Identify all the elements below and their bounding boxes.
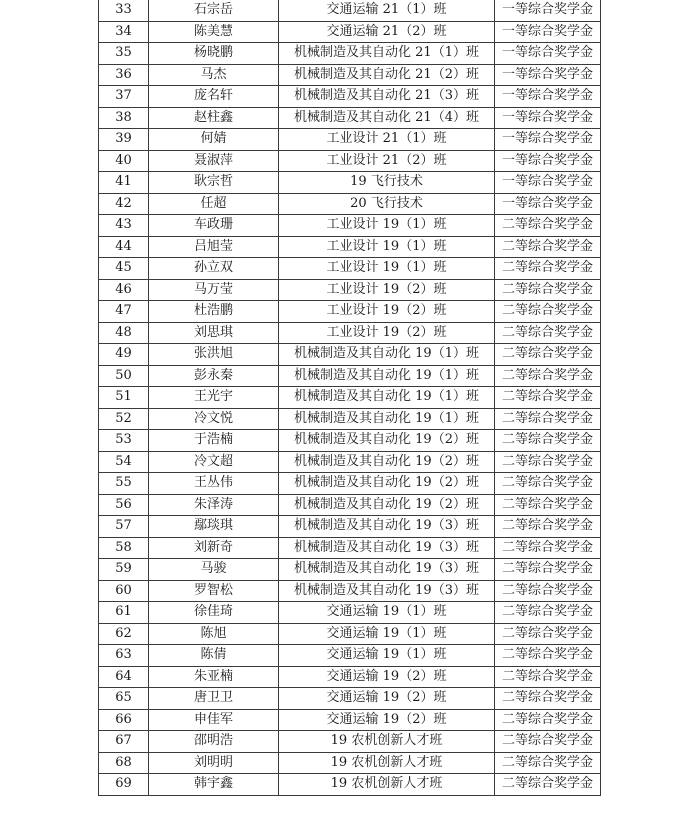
student-name-cell: 徐佳琦 bbox=[149, 602, 279, 624]
class-name-cell: 机械制造及其自动化 19（1）班 bbox=[279, 365, 495, 387]
award-type-cell: 二等综合奖学金 bbox=[495, 451, 601, 473]
student-name-cell: 马万莹 bbox=[149, 279, 279, 301]
table-row bbox=[99, 344, 601, 366]
award-type-cell: 二等综合奖学金 bbox=[495, 387, 601, 409]
award-type-cell: 二等综合奖学金 bbox=[495, 709, 601, 731]
award-type-cell: 二等综合奖学金 bbox=[495, 645, 601, 667]
award-type-cell: 一等综合奖学金 bbox=[495, 172, 601, 194]
class-name-cell: 交通运输 19（1）班 bbox=[279, 623, 495, 645]
student-name-cell: 鄢琰琪 bbox=[149, 516, 279, 538]
table-row bbox=[99, 666, 601, 688]
student-name-cell: 杨晓鹏 bbox=[149, 43, 279, 65]
table-row bbox=[99, 537, 601, 559]
award-type-cell: 一等综合奖学金 bbox=[495, 150, 601, 172]
row-number-cell: 33 bbox=[99, 0, 149, 21]
student-name-cell: 何婧 bbox=[149, 129, 279, 151]
class-name-cell: 机械制造及其自动化 19（2）班 bbox=[279, 473, 495, 495]
student-name-cell: 刘明明 bbox=[149, 752, 279, 774]
class-name-cell: 机械制造及其自动化 19（1）班 bbox=[279, 344, 495, 366]
student-name-cell: 陈旭 bbox=[149, 623, 279, 645]
table-row bbox=[99, 430, 601, 452]
student-name-cell: 赵柱鑫 bbox=[149, 107, 279, 129]
student-name-cell: 邵明浩 bbox=[149, 731, 279, 753]
award-type-cell: 二等综合奖学金 bbox=[495, 322, 601, 344]
student-name-cell: 陈美慧 bbox=[149, 21, 279, 43]
award-type-cell: 二等综合奖学金 bbox=[495, 365, 601, 387]
row-number-cell: 66 bbox=[99, 709, 149, 731]
table-row bbox=[99, 215, 601, 237]
row-number-cell: 43 bbox=[99, 215, 149, 237]
award-type-cell: 二等综合奖学金 bbox=[495, 430, 601, 452]
table-row bbox=[99, 645, 601, 667]
class-name-cell: 机械制造及其自动化 19（2）班 bbox=[279, 451, 495, 473]
class-name-cell: 机械制造及其自动化 19（3）班 bbox=[279, 516, 495, 538]
award-type-cell: 二等综合奖学金 bbox=[495, 301, 601, 323]
table-row bbox=[99, 236, 601, 258]
row-number-cell: 38 bbox=[99, 107, 149, 129]
award-type-cell: 二等综合奖学金 bbox=[495, 688, 601, 710]
student-name-cell: 朱亚楠 bbox=[149, 666, 279, 688]
student-name-cell: 冷文超 bbox=[149, 451, 279, 473]
row-number-cell: 52 bbox=[99, 408, 149, 430]
award-type-cell: 一等综合奖学金 bbox=[495, 0, 601, 21]
student-name-cell: 吕旭莹 bbox=[149, 236, 279, 258]
class-name-cell: 机械制造及其自动化 19（1）班 bbox=[279, 408, 495, 430]
award-type-cell: 二等综合奖学金 bbox=[495, 258, 601, 280]
row-number-cell: 63 bbox=[99, 645, 149, 667]
table-row bbox=[99, 64, 601, 86]
student-name-cell: 申佳军 bbox=[149, 709, 279, 731]
class-name-cell: 机械制造及其自动化 19（3）班 bbox=[279, 537, 495, 559]
row-number-cell: 45 bbox=[99, 258, 149, 280]
table-row bbox=[99, 494, 601, 516]
table-row bbox=[99, 365, 601, 387]
row-number-cell: 40 bbox=[99, 150, 149, 172]
student-name-cell: 刘新奇 bbox=[149, 537, 279, 559]
row-number-cell: 60 bbox=[99, 580, 149, 602]
row-number-cell: 48 bbox=[99, 322, 149, 344]
table-row bbox=[99, 688, 601, 710]
student-name-cell: 王光宇 bbox=[149, 387, 279, 409]
table-row bbox=[99, 279, 601, 301]
award-roster-table bbox=[98, 0, 601, 796]
award-type-cell: 一等综合奖学金 bbox=[495, 129, 601, 151]
table-row bbox=[99, 21, 601, 43]
row-number-cell: 62 bbox=[99, 623, 149, 645]
class-name-cell: 机械制造及其自动化 21（1）班 bbox=[279, 43, 495, 65]
student-name-cell: 刘思琪 bbox=[149, 322, 279, 344]
student-name-cell: 马骏 bbox=[149, 559, 279, 581]
class-name-cell: 交通运输 21（2）班 bbox=[279, 21, 495, 43]
award-type-cell: 二等综合奖学金 bbox=[495, 774, 601, 796]
student-name-cell: 杜浩鹏 bbox=[149, 301, 279, 323]
award-type-cell: 一等综合奖学金 bbox=[495, 43, 601, 65]
table-row bbox=[99, 129, 601, 151]
class-name-cell: 19 飞行技术 bbox=[279, 172, 495, 194]
class-name-cell: 机械制造及其自动化 19（3）班 bbox=[279, 559, 495, 581]
award-type-cell: 二等综合奖学金 bbox=[495, 559, 601, 581]
row-number-cell: 34 bbox=[99, 21, 149, 43]
table-row bbox=[99, 580, 601, 602]
student-name-cell: 韩宇鑫 bbox=[149, 774, 279, 796]
row-number-cell: 55 bbox=[99, 473, 149, 495]
student-name-cell: 王丛伟 bbox=[149, 473, 279, 495]
class-name-cell: 交通运输 19（1）班 bbox=[279, 645, 495, 667]
row-number-cell: 35 bbox=[99, 43, 149, 65]
award-type-cell: 二等综合奖学金 bbox=[495, 580, 601, 602]
table-row bbox=[99, 408, 601, 430]
row-number-cell: 59 bbox=[99, 559, 149, 581]
student-name-cell: 车政珊 bbox=[149, 215, 279, 237]
table-row bbox=[99, 193, 601, 215]
award-type-cell: 二等综合奖学金 bbox=[495, 623, 601, 645]
row-number-cell: 58 bbox=[99, 537, 149, 559]
row-number-cell: 56 bbox=[99, 494, 149, 516]
table-row bbox=[99, 623, 601, 645]
class-name-cell: 机械制造及其自动化 19（2）班 bbox=[279, 430, 495, 452]
award-roster-body bbox=[99, 0, 601, 795]
row-number-cell: 51 bbox=[99, 387, 149, 409]
award-type-cell: 二等综合奖学金 bbox=[495, 236, 601, 258]
student-name-cell: 冷文悦 bbox=[149, 408, 279, 430]
student-name-cell: 任超 bbox=[149, 193, 279, 215]
student-name-cell: 石宗岳 bbox=[149, 0, 279, 21]
award-type-cell: 二等综合奖学金 bbox=[495, 752, 601, 774]
award-type-cell: 一等综合奖学金 bbox=[495, 193, 601, 215]
class-name-cell: 机械制造及其自动化 19（1）班 bbox=[279, 387, 495, 409]
student-name-cell: 朱泽涛 bbox=[149, 494, 279, 516]
row-number-cell: 67 bbox=[99, 731, 149, 753]
student-name-cell: 耿宗哲 bbox=[149, 172, 279, 194]
student-name-cell: 马杰 bbox=[149, 64, 279, 86]
table-row bbox=[99, 709, 601, 731]
table-row bbox=[99, 43, 601, 65]
student-name-cell: 罗智松 bbox=[149, 580, 279, 602]
row-number-cell: 50 bbox=[99, 365, 149, 387]
row-number-cell: 39 bbox=[99, 129, 149, 151]
class-name-cell: 工业设计 21（1）班 bbox=[279, 129, 495, 151]
table-row bbox=[99, 172, 601, 194]
award-type-cell: 二等综合奖学金 bbox=[495, 537, 601, 559]
award-type-cell: 一等综合奖学金 bbox=[495, 21, 601, 43]
row-number-cell: 47 bbox=[99, 301, 149, 323]
class-name-cell: 交通运输 19（2）班 bbox=[279, 688, 495, 710]
class-name-cell: 机械制造及其自动化 19（3）班 bbox=[279, 580, 495, 602]
row-number-cell: 54 bbox=[99, 451, 149, 473]
class-name-cell: 机械制造及其自动化 21（3）班 bbox=[279, 86, 495, 108]
table-row bbox=[99, 473, 601, 495]
row-number-cell: 68 bbox=[99, 752, 149, 774]
row-number-cell: 41 bbox=[99, 172, 149, 194]
award-type-cell: 一等综合奖学金 bbox=[495, 86, 601, 108]
award-type-cell: 二等综合奖学金 bbox=[495, 473, 601, 495]
row-number-cell: 65 bbox=[99, 688, 149, 710]
class-name-cell: 工业设计 21（2）班 bbox=[279, 150, 495, 172]
class-name-cell: 机械制造及其自动化 21（2）班 bbox=[279, 64, 495, 86]
class-name-cell: 机械制造及其自动化 21（4）班 bbox=[279, 107, 495, 129]
class-name-cell: 交通运输 19（1）班 bbox=[279, 602, 495, 624]
student-name-cell: 聂淑萍 bbox=[149, 150, 279, 172]
table-row bbox=[99, 150, 601, 172]
table-row bbox=[99, 301, 601, 323]
row-number-cell: 49 bbox=[99, 344, 149, 366]
table-row bbox=[99, 731, 601, 753]
award-type-cell: 二等综合奖学金 bbox=[495, 344, 601, 366]
table-row bbox=[99, 258, 601, 280]
row-number-cell: 64 bbox=[99, 666, 149, 688]
class-name-cell: 工业设计 19（1）班 bbox=[279, 236, 495, 258]
class-name-cell: 工业设计 19（1）班 bbox=[279, 258, 495, 280]
table-row bbox=[99, 107, 601, 129]
award-type-cell: 二等综合奖学金 bbox=[495, 602, 601, 624]
row-number-cell: 61 bbox=[99, 602, 149, 624]
table-row bbox=[99, 86, 601, 108]
table-row bbox=[99, 387, 601, 409]
student-name-cell: 庞名轩 bbox=[149, 86, 279, 108]
table-row bbox=[99, 559, 601, 581]
class-name-cell: 20 飞行技术 bbox=[279, 193, 495, 215]
class-name-cell: 19 农机创新人才班 bbox=[279, 731, 495, 753]
award-roster-sheet bbox=[98, 0, 600, 796]
award-type-cell: 二等综合奖学金 bbox=[495, 494, 601, 516]
table-row bbox=[99, 451, 601, 473]
student-name-cell: 于浩楠 bbox=[149, 430, 279, 452]
table-row bbox=[99, 752, 601, 774]
award-type-cell: 二等综合奖学金 bbox=[495, 215, 601, 237]
table-row bbox=[99, 602, 601, 624]
table-row bbox=[99, 516, 601, 538]
row-number-cell: 36 bbox=[99, 64, 149, 86]
row-number-cell: 44 bbox=[99, 236, 149, 258]
award-type-cell: 一等综合奖学金 bbox=[495, 107, 601, 129]
award-type-cell: 二等综合奖学金 bbox=[495, 731, 601, 753]
row-number-cell: 42 bbox=[99, 193, 149, 215]
row-number-cell: 69 bbox=[99, 774, 149, 796]
class-name-cell: 工业设计 19（2）班 bbox=[279, 322, 495, 344]
student-name-cell: 唐卫卫 bbox=[149, 688, 279, 710]
row-number-cell: 53 bbox=[99, 430, 149, 452]
table-row bbox=[99, 0, 601, 21]
row-number-cell: 57 bbox=[99, 516, 149, 538]
student-name-cell: 孙立双 bbox=[149, 258, 279, 280]
award-type-cell: 一等综合奖学金 bbox=[495, 64, 601, 86]
award-type-cell: 二等综合奖学金 bbox=[495, 516, 601, 538]
class-name-cell: 交通运输 19（2）班 bbox=[279, 666, 495, 688]
award-type-cell: 二等综合奖学金 bbox=[495, 408, 601, 430]
row-number-cell: 46 bbox=[99, 279, 149, 301]
award-type-cell: 二等综合奖学金 bbox=[495, 279, 601, 301]
class-name-cell: 交通运输 21（1）班 bbox=[279, 0, 495, 21]
class-name-cell: 机械制造及其自动化 19（2）班 bbox=[279, 494, 495, 516]
student-name-cell: 彭永秦 bbox=[149, 365, 279, 387]
student-name-cell: 张洪旭 bbox=[149, 344, 279, 366]
award-type-cell: 二等综合奖学金 bbox=[495, 666, 601, 688]
class-name-cell: 交通运输 19（2）班 bbox=[279, 709, 495, 731]
class-name-cell: 工业设计 19（1）班 bbox=[279, 215, 495, 237]
class-name-cell: 工业设计 19（2）班 bbox=[279, 279, 495, 301]
student-name-cell: 陈倩 bbox=[149, 645, 279, 667]
row-number-cell: 37 bbox=[99, 86, 149, 108]
table-row bbox=[99, 774, 601, 796]
class-name-cell: 工业设计 19（2）班 bbox=[279, 301, 495, 323]
class-name-cell: 19 农机创新人才班 bbox=[279, 752, 495, 774]
class-name-cell: 19 农机创新人才班 bbox=[279, 774, 495, 796]
table-row bbox=[99, 322, 601, 344]
